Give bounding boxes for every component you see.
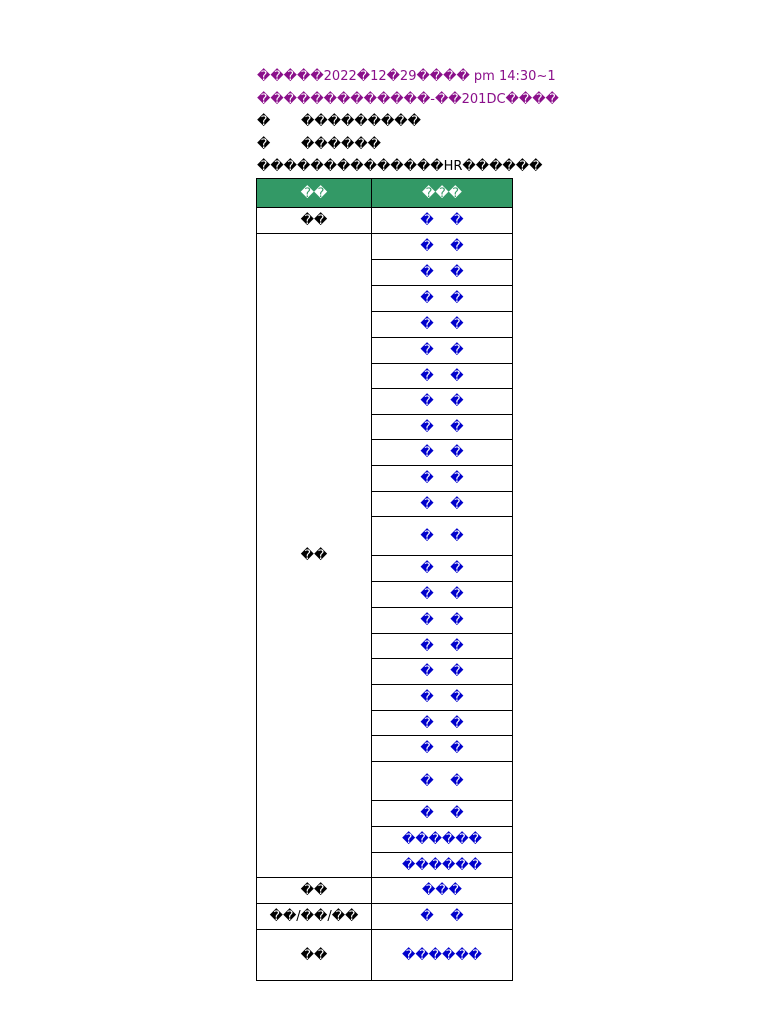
column-header-attendees: ��� [372, 179, 513, 208]
attendee-name-cell [372, 634, 513, 659]
attendee-intro-line: ��������������HR������ [257, 159, 543, 174]
attendee-name-cell [372, 364, 513, 389]
attendee-name-cell [372, 260, 513, 286]
bullet-glyph: � [257, 114, 271, 129]
attendee-name-cell [372, 234, 513, 260]
attendee-name: � � [420, 291, 464, 306]
attendee-name-cell [372, 312, 513, 338]
attendee-name: � � [420, 773, 464, 789]
attendee-name: � � [420, 638, 464, 654]
attendee-name-cell [372, 338, 513, 364]
table-row [257, 234, 513, 260]
attendee-name: ������ [402, 832, 482, 847]
attendee-name-cell [372, 556, 513, 582]
attendee-name: ��� [422, 883, 462, 898]
attendee-name: � � [420, 909, 464, 924]
attendee-name: � � [420, 265, 464, 280]
column-header-department: �� [257, 179, 372, 208]
notice-item-2: � ������ [257, 134, 513, 157]
meeting-notice [257, 66, 559, 179]
meeting-time-line: �����2022�12�29���� pm 14:30~1 [257, 69, 556, 84]
attendee-name-cell [372, 827, 513, 853]
table-row [257, 904, 513, 930]
department-cell: �� [257, 234, 372, 878]
attendee-name: � � [420, 419, 464, 435]
attendee-name-cell [372, 492, 513, 517]
attendee-name-cell [372, 517, 513, 556]
attendee-name: � � [420, 741, 464, 756]
attendee-name-cell [372, 801, 513, 827]
attendee-name-cell [372, 582, 513, 608]
attendee-table-body [257, 208, 513, 981]
attendee-name-cell [372, 659, 513, 685]
attendee-name-cell [372, 853, 513, 878]
attendee-name-cell [372, 208, 513, 234]
attendee-name-cell [372, 440, 513, 466]
table-row [257, 930, 513, 981]
meeting-location-line: �������������-��201DC���� [257, 91, 559, 107]
attendee-name: � � [420, 471, 464, 486]
department-cell: �� [257, 878, 372, 904]
bullet-glyph: � [257, 136, 271, 152]
attendee-name: � � [420, 445, 464, 460]
department-cell: ��/��/�� [257, 904, 372, 930]
attendee-name: � � [420, 613, 464, 628]
attendee-name-cell [372, 930, 513, 981]
attendee-name-cell [372, 608, 513, 634]
attendee-table [256, 178, 513, 981]
attendee-name: � � [420, 368, 464, 384]
attendee-name-cell [372, 904, 513, 930]
attendee-name-cell [372, 878, 513, 904]
attendee-name: � � [420, 394, 464, 409]
attendee-name: � � [420, 317, 464, 332]
attendee-name: � � [420, 587, 464, 602]
attendee-name: � � [420, 213, 464, 228]
attendee-name-cell [372, 762, 513, 801]
attendee-name-cell [372, 286, 513, 312]
attendee-name: � � [420, 715, 464, 731]
table-header-row [257, 179, 513, 208]
notice-item-1: � ��������� [257, 111, 513, 134]
attendee-name: � � [420, 239, 464, 254]
attendee-name-cell [372, 389, 513, 415]
attendee-name: � � [420, 528, 464, 544]
attendee-name: � � [420, 806, 464, 821]
attendee-name: ������ [402, 947, 482, 963]
attendee-name: � � [420, 496, 464, 512]
attendee-name-cell [372, 415, 513, 440]
department-cell: �� [257, 208, 372, 234]
department-cell: �� [257, 930, 372, 981]
attendee-name-cell [372, 736, 513, 762]
attendee-name-cell [372, 711, 513, 736]
table-row [257, 878, 513, 904]
attendee-name: � � [420, 690, 464, 705]
attendee-name: � � [420, 343, 464, 358]
attendee-name: � � [420, 561, 464, 576]
attendee-name-cell [372, 685, 513, 711]
attendee-name-cell [372, 466, 513, 492]
attendee-name: � � [420, 664, 464, 679]
table-row [257, 208, 513, 234]
attendee-name: ������ [402, 857, 482, 873]
